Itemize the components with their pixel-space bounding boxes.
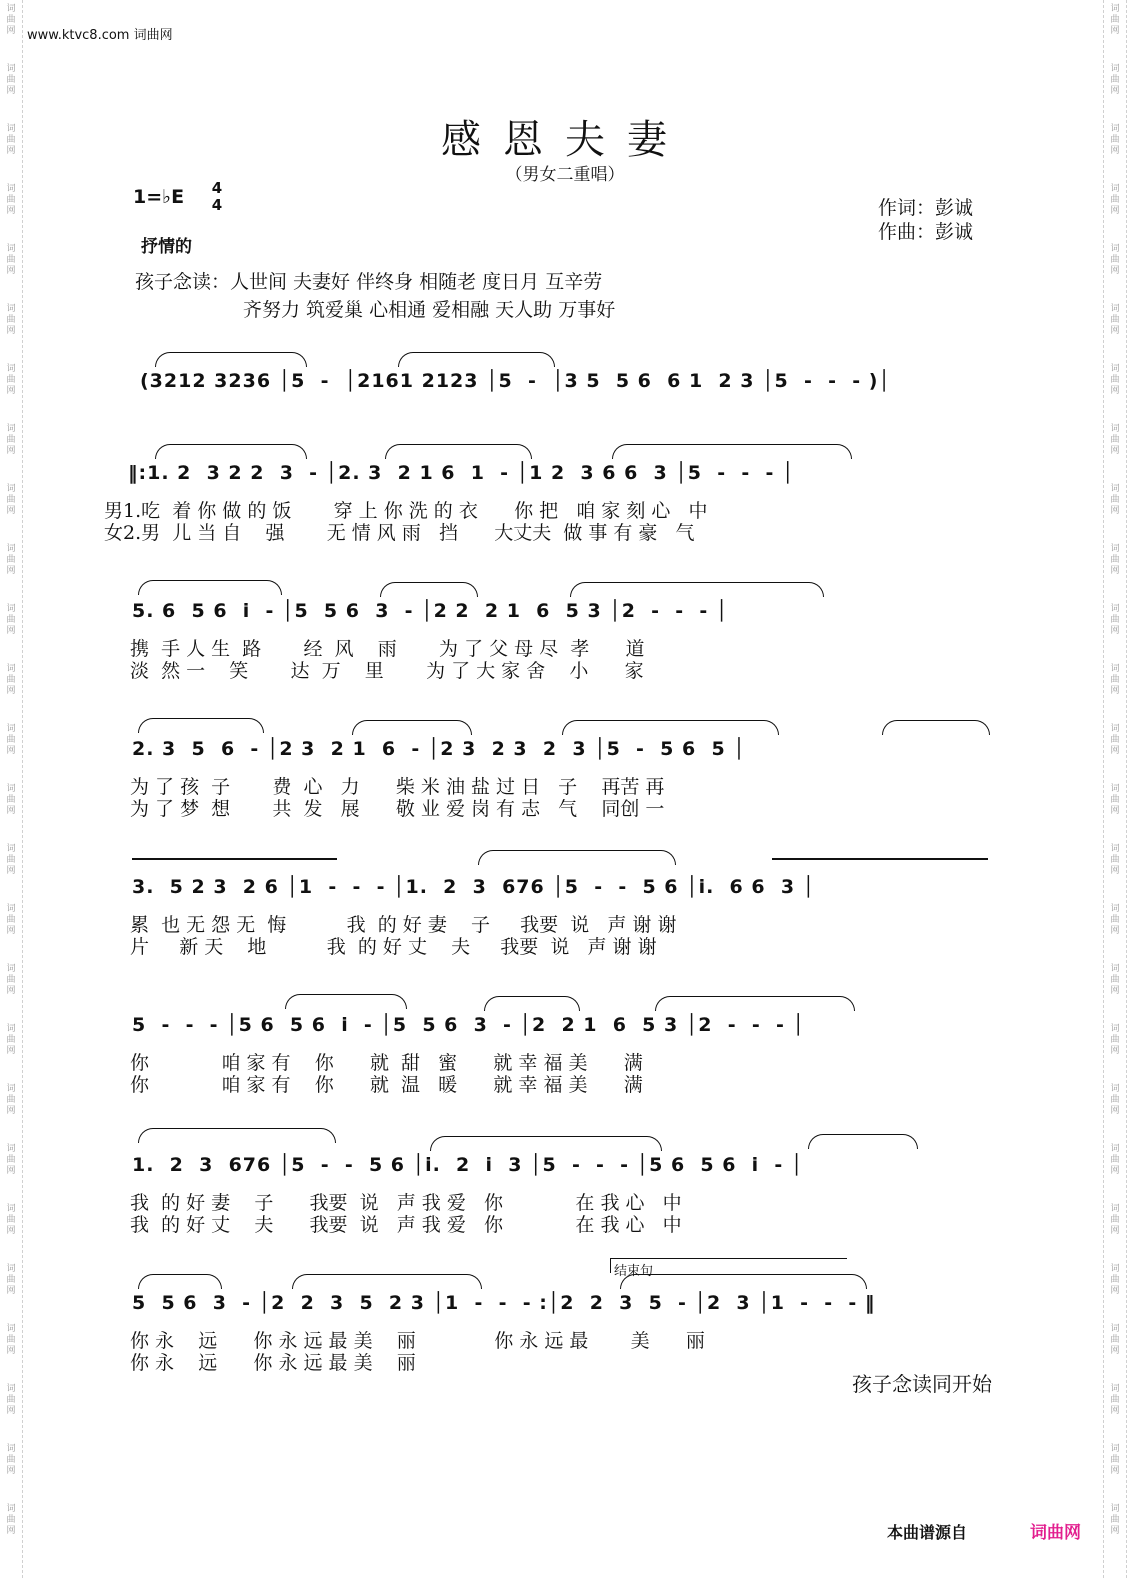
slur	[570, 582, 824, 597]
watermark-glyphs: 词 曲 网	[1110, 4, 1120, 36]
watermark-glyphs: 词 曲 网	[6, 964, 16, 996]
tie-line	[772, 858, 988, 860]
watermark-glyphs: 词 曲 网	[6, 124, 16, 156]
watermark-glyphs: 词 曲 网	[6, 1024, 16, 1056]
watermark-glyphs: 词 曲 网	[1110, 544, 1120, 576]
slur	[562, 720, 779, 735]
watermark-glyphs: 词 曲 网	[6, 784, 16, 816]
slur	[138, 718, 264, 733]
watermark-glyphs: 词 曲 网	[6, 64, 16, 96]
slur	[138, 580, 282, 595]
watermark-glyphs: 词 曲 网	[6, 304, 16, 336]
watermark-glyphs: 词 曲 网	[1110, 1504, 1120, 1536]
watermark-glyphs: 词 曲 网	[1110, 304, 1120, 336]
watermark-glyphs: 词 曲 网	[1110, 1024, 1120, 1056]
key-signature: 1=♭E	[133, 186, 185, 208]
right-watermark-strip	[1103, 0, 1127, 1578]
watermark-glyphs: 词 曲 网	[1110, 424, 1120, 456]
watermark-glyphs: 词 曲 网	[1110, 64, 1120, 96]
watermark-glyphs: 词 曲 网	[6, 484, 16, 516]
watermark-glyphs: 词 曲 网	[1110, 1444, 1120, 1476]
slur	[655, 996, 855, 1011]
watermark-glyphs: 词 曲 网	[1110, 664, 1120, 696]
left-watermark-strip	[0, 0, 23, 1578]
system-6-lyrics-female: 你 咱 家 有 你 就 温 暖 就 幸 福 美 满	[130, 1074, 643, 1096]
watermark-glyphs: 词 曲 网	[1110, 1204, 1120, 1236]
watermark-glyphs: 词 曲 网	[6, 904, 16, 936]
system-7-lyrics-female: 我 的 好 丈 夫 我要 说 声 我 爱 你 在 我 心 中	[130, 1214, 682, 1236]
watermark-glyphs: 词 曲 网	[6, 1444, 16, 1476]
watermark-glyphs: 词 曲 网	[1110, 724, 1120, 756]
system-4-lyrics-female: 为 了 梦 想 共 发 展 敬 业 爱 岗 有 志 气 同创 一	[130, 798, 665, 820]
system-3-lyrics-female: 淡 然 一 笑 达 万 里 为 了 大 家 舍 小 家	[130, 660, 644, 682]
watermark-glyphs: 词 曲 网	[6, 184, 16, 216]
watermark-glyphs: 词 曲 网	[1110, 844, 1120, 876]
system-8-lyrics-male: 你 永 远 你 永 远 最 美 丽 你 永 远 最 美 丽	[130, 1330, 705, 1352]
system-1-notes: (3212 3236 │5 - │2161 2123 │5 - │3 5 5 6 6 1 2 3 │5 - - - )│	[140, 370, 891, 392]
slur	[808, 1134, 918, 1149]
recitation-block	[135, 268, 615, 324]
system-7-notes: 1. 2 3 676 │5 - - 5 6 │i. 2 i 3 │5 - - - │5 6 5 6 i - │	[132, 1154, 804, 1176]
watermark-glyphs: 词 曲 网	[1110, 364, 1120, 396]
slur	[285, 994, 407, 1009]
lyricist: 作词：彭诚	[878, 197, 974, 219]
watermark-glyphs: 词 曲 网	[1110, 124, 1120, 156]
watermark-glyphs: 词 曲 网	[6, 844, 16, 876]
recitation-line-1: 孩子念读：人世间 夫妻好 伴终身 相随老 度日月 互辛劳	[135, 271, 603, 293]
slur	[484, 996, 580, 1011]
watermark-glyphs: 词 曲 网	[6, 604, 16, 636]
song-title: 感恩夫妻	[441, 117, 689, 163]
system-8-lyrics-female: 你 永 远 你 永 远 最 美 丽	[130, 1352, 416, 1374]
system-2-notes: ‖:1. 2 3 2 2 3 - │2. 3 2 1 6 1 - │1 2 3 6 6 3 │5 - - - │	[128, 462, 795, 484]
slur	[155, 444, 307, 459]
watermark-glyphs: 词 曲 网	[1110, 904, 1120, 936]
tie-line	[132, 858, 337, 860]
watermark-glyphs: 词 曲 网	[1110, 1384, 1120, 1416]
watermark-glyphs: 词 曲 网	[1110, 184, 1120, 216]
tail-note: 孩子念读同开始	[852, 1372, 992, 1396]
slur	[612, 444, 852, 459]
slur	[380, 582, 478, 597]
system-4-lyrics-male: 为 了 孩 子 费 心 力 柴 米 油 盐 过 日 子 再苦 再	[130, 776, 665, 798]
slur	[352, 720, 472, 735]
slur	[882, 720, 990, 735]
system-2-lyrics-female: 女2.男 儿 当 自 强 无 情 风 雨 挡 大丈夫 做 事 有 豪 气	[104, 522, 695, 544]
system-6-notes: 5 - - - │5 6 5 6 i - │5 5 6 3 - │2 2 1 6 5 3 │2 - - - │	[132, 1014, 805, 1036]
slur	[398, 352, 555, 367]
watermark-glyphs: 词 曲 网	[6, 1384, 16, 1416]
footer-source: 本曲谱源自	[887, 1523, 968, 1542]
system-5-lyrics-female: 片 新 天 地 我 的 好 丈 夫 我要 说 声 谢 谢	[130, 936, 657, 958]
watermark-glyphs: 词 曲 网	[6, 544, 16, 576]
slur	[430, 1136, 662, 1151]
time-signature	[208, 180, 226, 214]
watermark-glyphs: 词 曲 网	[1110, 604, 1120, 636]
watermark-glyphs: 词 曲 网	[1110, 1324, 1120, 1356]
slur	[138, 1274, 222, 1289]
watermark-glyphs: 词 曲 网	[1110, 1084, 1120, 1116]
system-8-notes: 5 5 6 3 - │2 2 3 5 2 3 │1 - - - :│2 2 3 5 - │2 3 │1 - - - ‖	[132, 1292, 876, 1314]
meter-bottom: 4	[211, 196, 223, 214]
system-4-notes: 2. 3 5 6 - │2 3 2 1 6 - │2 3 2 3 2 3 │5 - 5 6 5 │	[132, 738, 746, 760]
slur	[138, 1128, 336, 1143]
site-url[interactable]: www.ktvc8.com 词曲网	[27, 28, 173, 43]
system-3-lyrics-male: 携 手 人 生 路 经 风 雨 为 了 父 母 尽 孝 道	[130, 638, 645, 660]
recitation-line-2: 齐努力 筑爱巢 心相通 爱相融 天人助 万事好	[243, 299, 616, 321]
slur	[292, 1274, 482, 1289]
system-7-lyrics-male: 我 的 好 妻 子 我要 说 声 我 爱 你 在 我 心 中	[130, 1192, 682, 1214]
system-5-lyrics-male: 累 也 无 怨 无 悔 我 的 好 妻 子 我要 说 声 谢 谢	[130, 914, 677, 936]
watermark-glyphs: 词 曲 网	[6, 1204, 16, 1236]
watermark-glyphs: 词 曲 网	[6, 4, 16, 36]
watermark-glyphs: 词 曲 网	[1110, 244, 1120, 276]
meter-top: 4	[211, 179, 223, 197]
credits	[878, 196, 973, 244]
watermark-glyphs: 词 曲 网	[1110, 1264, 1120, 1296]
watermark-glyphs: 词 曲 网	[6, 1324, 16, 1356]
composer: 作曲：彭诚	[878, 221, 974, 243]
slur	[155, 352, 307, 367]
system-6-lyrics-male: 你 咱 家 有 你 就 甜 蜜 就 幸 福 美 满	[130, 1052, 643, 1074]
song-subtitle: （男女二重唱）	[505, 165, 625, 185]
watermark-glyphs: 词 曲 网	[6, 364, 16, 396]
watermark-glyphs: 词 曲 网	[6, 1084, 16, 1116]
system-2-lyrics-male: 男1.吃 着 你 做 的 饭 穿 上 你 洗 的 衣 你 把 咱 家 刻 心 中	[104, 500, 708, 522]
watermark-glyphs: 词 曲 网	[6, 244, 16, 276]
watermark-glyphs: 词 曲 网	[6, 1144, 16, 1176]
slur	[478, 850, 676, 865]
slur	[620, 1274, 867, 1289]
watermark-glyphs: 词 曲 网	[1110, 484, 1120, 516]
footer-logo[interactable]: 词曲网	[1030, 1523, 1081, 1543]
watermark-glyphs: 词 曲 网	[6, 1504, 16, 1536]
watermark-glyphs: 词 曲 网	[6, 664, 16, 696]
watermark-glyphs: 词 曲 网	[6, 1264, 16, 1296]
system-3-notes: 5. 6 5 6 i - │5 5 6 3 - │2 2 2 1 6 5 3 │2 - - - │	[132, 600, 729, 622]
slur	[385, 444, 532, 459]
watermark-glyphs: 词 曲 网	[1110, 964, 1120, 996]
watermark-glyphs: 词 曲 网	[1110, 1144, 1120, 1176]
tempo-marking: 抒情的	[141, 237, 192, 257]
watermark-glyphs: 词 曲 网	[1110, 784, 1120, 816]
watermark-glyphs: 词 曲 网	[6, 424, 16, 456]
ending-label: 结束句	[614, 1264, 654, 1279]
watermark-glyphs: 词 曲 网	[6, 724, 16, 756]
system-5-notes: 3. 5 2 3 2 6 │1 - - - │1. 2 3 676 │5 - - 5 6 │i. 6 6 3 │	[132, 876, 816, 898]
